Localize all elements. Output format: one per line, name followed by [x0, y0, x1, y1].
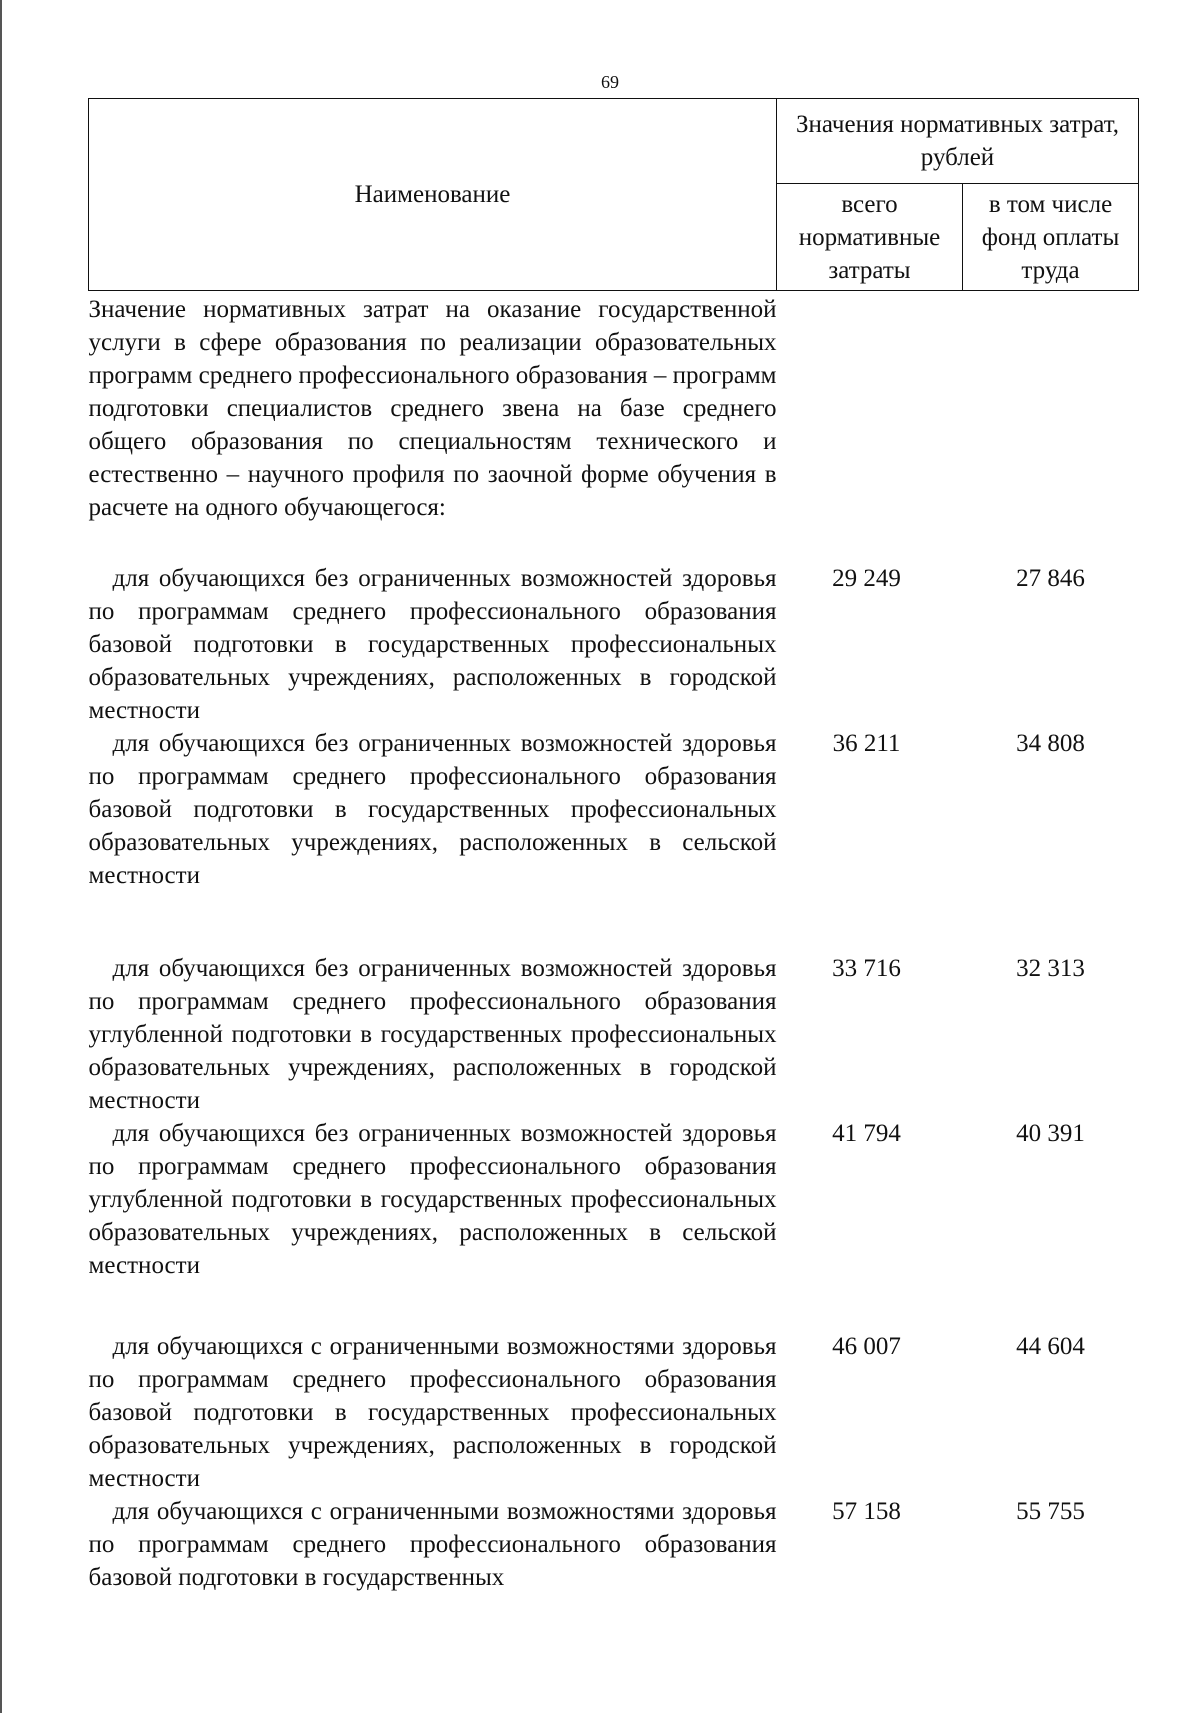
scan-edge: [0, 0, 2, 1713]
row-wage: 44 604: [1016, 1333, 1085, 1360]
table-row: [89, 524, 1139, 727]
intro-text: Значение нормативных затрат на оказание государственной услуги в сфере образования по реализации образовательных программ среднего профессионального образования – программ подготовки специалистов среднего звена на базе среднего общего образования по специальностям технического и естественно – научного профиля по заочной форме обучения в расчете на одного обучающегося:: [88, 296, 777, 521]
header-wage-fund: в том числе фонд оплаты труда: [963, 184, 1139, 291]
row-wage: 27 846: [1016, 565, 1085, 592]
row-wage: 32 313: [1016, 955, 1085, 982]
row-total: 33 716: [832, 955, 901, 982]
row-wage: 55 755: [1016, 1498, 1085, 1525]
row-total: 46 007: [832, 1333, 901, 1360]
table-row: [89, 892, 1139, 1117]
row-wage: 34 808: [1016, 730, 1085, 757]
row-name: для обучающихся без ограниченных возможностей здоровья по программам среднего профессионального образования углубленной подготовки в государственных профессиональных образовательных учреждениях, расположенных в городской местности: [88, 955, 777, 1114]
header-total: всего нормативные затраты: [777, 184, 963, 291]
table-row: [89, 1282, 1139, 1495]
row-name: для обучающихся без ограниченных возможностей здоровья по программам среднего профессионального образования базовой подготовки в государственных профессиональных образовательных учреждениях, расположенных в городской местности: [88, 565, 777, 724]
header-name: Наименование: [89, 99, 777, 291]
row-name: для обучающихся без ограниченных возможностей здоровья по программам среднего профессионального образования базовой подготовки в государственных профессиональных образовательных учреждениях, расположенных в сельской местности: [88, 730, 777, 889]
header-values-group: Значения нормативных затрат, рублей: [777, 99, 1139, 184]
page-number: 69: [601, 72, 619, 92]
row-name: для обучающихся с ограниченными возможностями здоровья по программам среднего профессионального образования базовой подготовки в государственных: [88, 1498, 777, 1591]
row-name: для обучающихся с ограниченными возможностями здоровья по программам среднего профессионального образования базовой подготовки в государственных профессиональных образовательных учреждениях, расположенных в городской местности: [88, 1333, 777, 1492]
table-row: [89, 1117, 1139, 1282]
table-row-intro: [89, 291, 1139, 525]
row-total: 57 158: [832, 1498, 901, 1525]
row-name: для обучающихся без ограниченных возможностей здоровья по программам среднего профессионального образования углубленной подготовки в государственных профессиональных образовательных учреждениях, расположенных в сельской местности: [88, 1120, 777, 1279]
row-total: 41 794: [832, 1120, 901, 1147]
row-total: 29 249: [832, 565, 901, 592]
table-row: [89, 1495, 1139, 1594]
cost-table: [88, 98, 1139, 1594]
row-wage: 40 391: [1016, 1120, 1085, 1147]
row-total: 36 211: [832, 730, 901, 757]
table-row: [89, 727, 1139, 892]
